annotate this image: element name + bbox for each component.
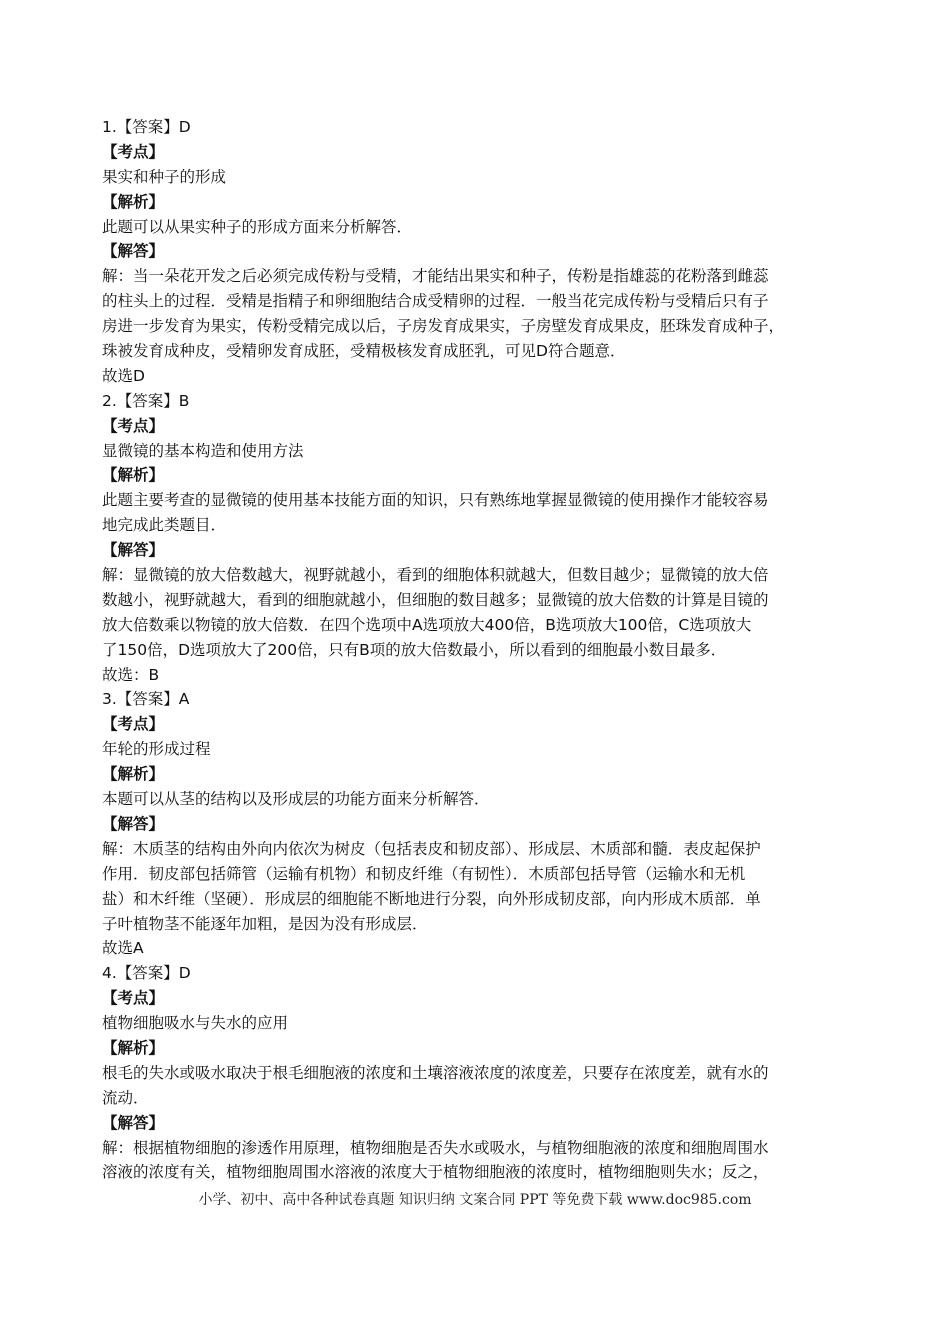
text-line: 根毛的失水或吸水取决于根毛细胞液的浓度和土壤溶液浓度的浓度差，只要存在浓度差，就有水的 [102,1063,769,1082]
section-heading: 【解析】 [102,765,165,784]
text-line: 解：根据植物细胞的渗透作用原理，植物细胞是否失水或吸水，与植物细胞液的浓度和细胞周围水 [102,1138,769,1157]
text-line: 地完成此类题目． [102,516,227,535]
section-heading: 【解析】 [102,466,165,485]
text-line: 盐）和木纤维（坚硬）．形成层的细胞能不断地进行分裂，向外形成韧皮部，向内形成木质部．单 [102,889,761,908]
section-heading: 【解答】 [102,541,165,560]
text-line: 果实和种子的形成 [102,167,227,186]
text-line: 本题可以从茎的结构以及形成层的功能方面来分析解答． [102,790,490,809]
answer-line: 1.【答案】D [102,118,191,136]
page-footer: 小学、初中、高中各种试卷真题 知识归纳 文案合同 PPT 等免费下载 www.doc985.com [198,1192,752,1208]
text-line: 故选A [102,939,144,958]
text-line: 故选D [102,366,145,385]
text-line: 此题可以从果实种子的形成方面来分析解答． [102,217,413,236]
text-line: 子叶植物茎不能逐年加粗，是因为没有形成层． [102,914,428,933]
section-heading: 【解答】 [102,242,165,261]
text-line: 的柱头上的过程．受精是指精子和卵细胞结合成受精卵的过程．一般当花完成传粉与受精后只有子 [102,292,769,311]
text-line: 植物细胞吸水与失水的应用 [102,1014,289,1033]
section-heading: 【考点】 [102,989,165,1008]
section-heading: 【解答】 [102,1113,165,1132]
text-line: 故选：B [102,665,160,684]
text-line: 溶液的浓度有关，植物细胞周围水溶液的浓度大于植物细胞液的浓度时，植物细胞则失水；反之， [102,1163,769,1182]
text-line: 珠被发育成种皮，受精卵发育成胚，受精极核发育成胚乳，可见D符合题意． [102,342,626,361]
section-heading: 【解析】 [102,1038,165,1057]
document-body [102,115,842,1185]
text-line: 房进一步发育为果实，传粉受精完成以后，子房发育成果实，子房壁发育成果皮，胚珠发育成种子， [102,317,785,336]
text-line: 数越小，视野就越大，看到的细胞就越小，但细胞的数目越多；显微镜的放大倍数的计算是目镜的 [102,590,769,609]
section-heading: 【考点】 [102,142,165,161]
section-heading: 【考点】 [102,416,165,435]
section-heading: 【解答】 [102,814,165,833]
section-heading: 【考点】 [102,715,165,734]
text-line: 解：显微镜的放大倍数越大，视野就越小，看到的细胞体积就越大，但数目越少；显微镜的放大倍 [102,566,769,585]
text-line: 作用．韧皮部包括筛管（运输有机物）和韧皮纤维（有韧性）．木质部包括导管（运输水和无机 [102,864,746,883]
answer-line: 4.【答案】D [102,964,191,983]
text-line: 了150倍，D选项放大了200倍，只有B项的放大倍数最小，所以看到的细胞最小数目最多． [102,640,727,659]
text-line: 解：当一朵花开发之后必须完成传粉与受精，才能结出果实和种子，传粉是指雄蕊的花粉落到雌蕊 [102,267,769,286]
text-line: 解：木质茎的结构由外向内依次为树皮（包括表皮和韧皮部）、形成层、木质部和髓．表皮起保护 [102,839,761,858]
text-line: 放大倍数乘以物镜的放大倍数．在四个选项中A选项放大400倍，B选项放大100倍，C选项放大 [102,615,752,634]
answer-line: 2.【答案】B [102,391,190,410]
section-heading: 【解析】 [102,192,165,211]
text-line: 年轮的形成过程 [102,740,211,759]
text-line: 流动． [102,1088,149,1107]
answer-line: 3.【答案】A [102,690,190,709]
text-line: 显微镜的基本构造和使用方法 [102,441,304,460]
text-line: 此题主要考查的显微镜的使用基本技能方面的知识，只有熟练地掌握显微镜的使用操作才能较容易 [102,491,769,510]
